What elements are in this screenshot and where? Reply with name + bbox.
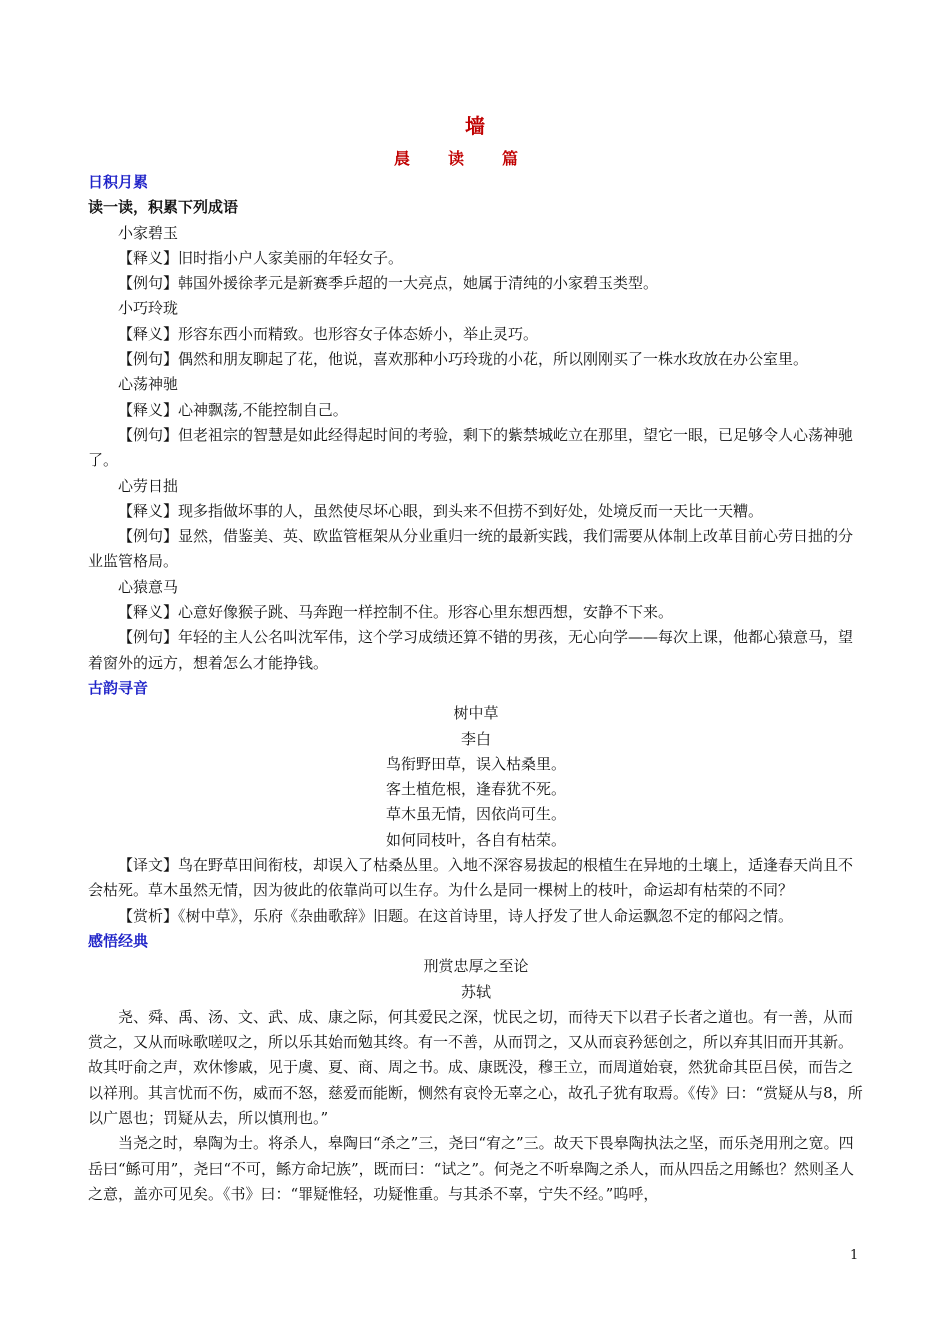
idiom-example: 【例句】但老祖宗的智慧是如此经得起时间的考验，剩下的紫禁城屹立在那里，望它一眼，已足够令人心荡神驰了。 bbox=[88, 425, 854, 470]
page-number: 1 bbox=[850, 1248, 859, 1263]
poem-line: 鸟衔野田草，误入枯桑里。 bbox=[385, 754, 566, 773]
idiom-example: 【例句】显然，借鉴美、英、欧监管框架从分业重归一统的最新实践，我们需要从体制上改革目前心劳日拙的分业监管格局。 bbox=[88, 527, 854, 571]
poem-line: 草木虽无情，因依尚可生。 bbox=[385, 805, 566, 824]
essay-author: 苏轼 bbox=[460, 982, 491, 1001]
idiom-name: 小家碧玉 bbox=[118, 223, 179, 242]
section-heading-ancient-rhyme: 古韵寻音 bbox=[88, 678, 149, 697]
essay-paragraph: 当尧之时，皋陶为士。将杀人，皋陶曰“杀之”三，尧曰“宥之”三。故天下畏皋陶执法之坚，而乐尧用刑之宽。四岳曰“鲧可用”，尧曰“不可，鲧方命圮族”，既而曰：“试之”。何尧之不听皋陶之杀人，而从四岳之用鲧也？然则圣人之意，盖亦可见矣。《书》曰：“罪疑惟轻，功疑惟重。与其杀不辜，宁失不经。”呜呼， bbox=[88, 1134, 855, 1203]
idiom-entry bbox=[88, 296, 864, 372]
idiom-meaning: 【释义】形容东西小而精致。也形容女子体态娇小，举止灵巧。 bbox=[118, 324, 539, 343]
idiom-example: 【例句】韩国外援徐孝元是新赛季乒超的一大亮点，她属于清纯的小家碧玉类型。 bbox=[118, 274, 659, 293]
idiom-meaning: 【释义】旧时指小户人家美丽的年轻女子。 bbox=[118, 248, 404, 267]
idiom-example: 【例句】年轻的主人公名叫沈军伟，这个学习成绩还算不错的男孩，无心向学——每次上课，他都心猿意马，望着窗外的远方，想着怎么才能挣钱。 bbox=[88, 628, 854, 672]
idiom-meaning: 【释义】心意好像猴子跳、马奔跑一样控制不住。形容心里东想西想，安静不下来。 bbox=[118, 603, 674, 622]
idiom-entry bbox=[88, 221, 864, 297]
instruction-text: 读一读，积累下列成语 bbox=[88, 198, 239, 217]
idiom-name: 心荡神驰 bbox=[118, 375, 179, 394]
essay-paragraph: 尧、舜、禹、汤、文、武、成、康之际，何其爱民之深，忧民之切，而待天下以君子长者之道也。有一善，从而赏之，又从而咏歌嗟叹之，所以乐其始而勉其终。有一不善，从而罚之，又从而哀矜惩创之，所以弃其旧而开其新。故其吁俞之声，欢休惨戚，见于虞、夏、商、周之书。成、康既没，穆王立，而周道始衰，然犹命其臣吕侯，而告之以祥刑。其言忧而不伤，威而不怒，慈爱而能断，恻然有哀怜无辜之心，故孔子犹有取焉。《传》曰：“赏疑从与8，所以广恩也；罚疑从去，所以慎刑也。” bbox=[88, 1007, 863, 1127]
idiom-name: 心劳日拙 bbox=[118, 476, 179, 495]
section-heading-classics: 感悟经典 bbox=[88, 931, 149, 950]
poem-line: 客土植危根，逢春犹不死。 bbox=[385, 780, 566, 799]
essay-title: 刑赏忠厚之至论 bbox=[423, 957, 529, 976]
idiom-entry bbox=[88, 575, 864, 676]
poem-author: 李白 bbox=[460, 729, 491, 748]
page-subtitle: 晨读篇 bbox=[393, 149, 556, 168]
section-heading-daily-accumulation: 日积月累 bbox=[88, 173, 149, 191]
poem-title: 树中草 bbox=[453, 704, 499, 723]
poem-line: 如何同枝叶，各自有枯荣。 bbox=[385, 830, 566, 849]
idiom-name: 小巧玲珑 bbox=[118, 299, 179, 318]
idiom-name: 心猿意马 bbox=[118, 577, 179, 596]
idiom-example: 【例句】偶然和朋友聊起了花，他说，喜欢那种小巧玲珑的小花，所以刚刚买了一株水玫放在办公室里。 bbox=[118, 350, 809, 369]
document-body bbox=[88, 170, 864, 1207]
page-title: 墙 bbox=[465, 114, 485, 138]
idiom-meaning: 【释义】心神飘荡,不能控制自己。 bbox=[118, 400, 348, 419]
poem-translation: 【译文】鸟在野草田间衔枝，却误入了枯桑丛里。入地不深容易拔起的根植生在异地的土壤上，适逢春天尚且不会枯死。草木虽然无情，因为彼此的依靠尚可以生存。为什么是同一棵树上的枝叶，命运却有枯荣的不同？ bbox=[88, 856, 854, 900]
idiom-entry bbox=[88, 474, 864, 575]
idiom-meaning: 【释义】现多指做坏事的人，虽然使尽坏心眼，到头来不但捞不到好处，处境反而一天比一天糟。 bbox=[118, 501, 764, 520]
poem-appreciation: 【赏析】《树中草》，乐府《杂曲歌辞》旧题。在这首诗里，诗人抒发了世人命运飘忽不定的郁闷之情。 bbox=[118, 906, 794, 925]
idiom-entry bbox=[88, 372, 864, 473]
